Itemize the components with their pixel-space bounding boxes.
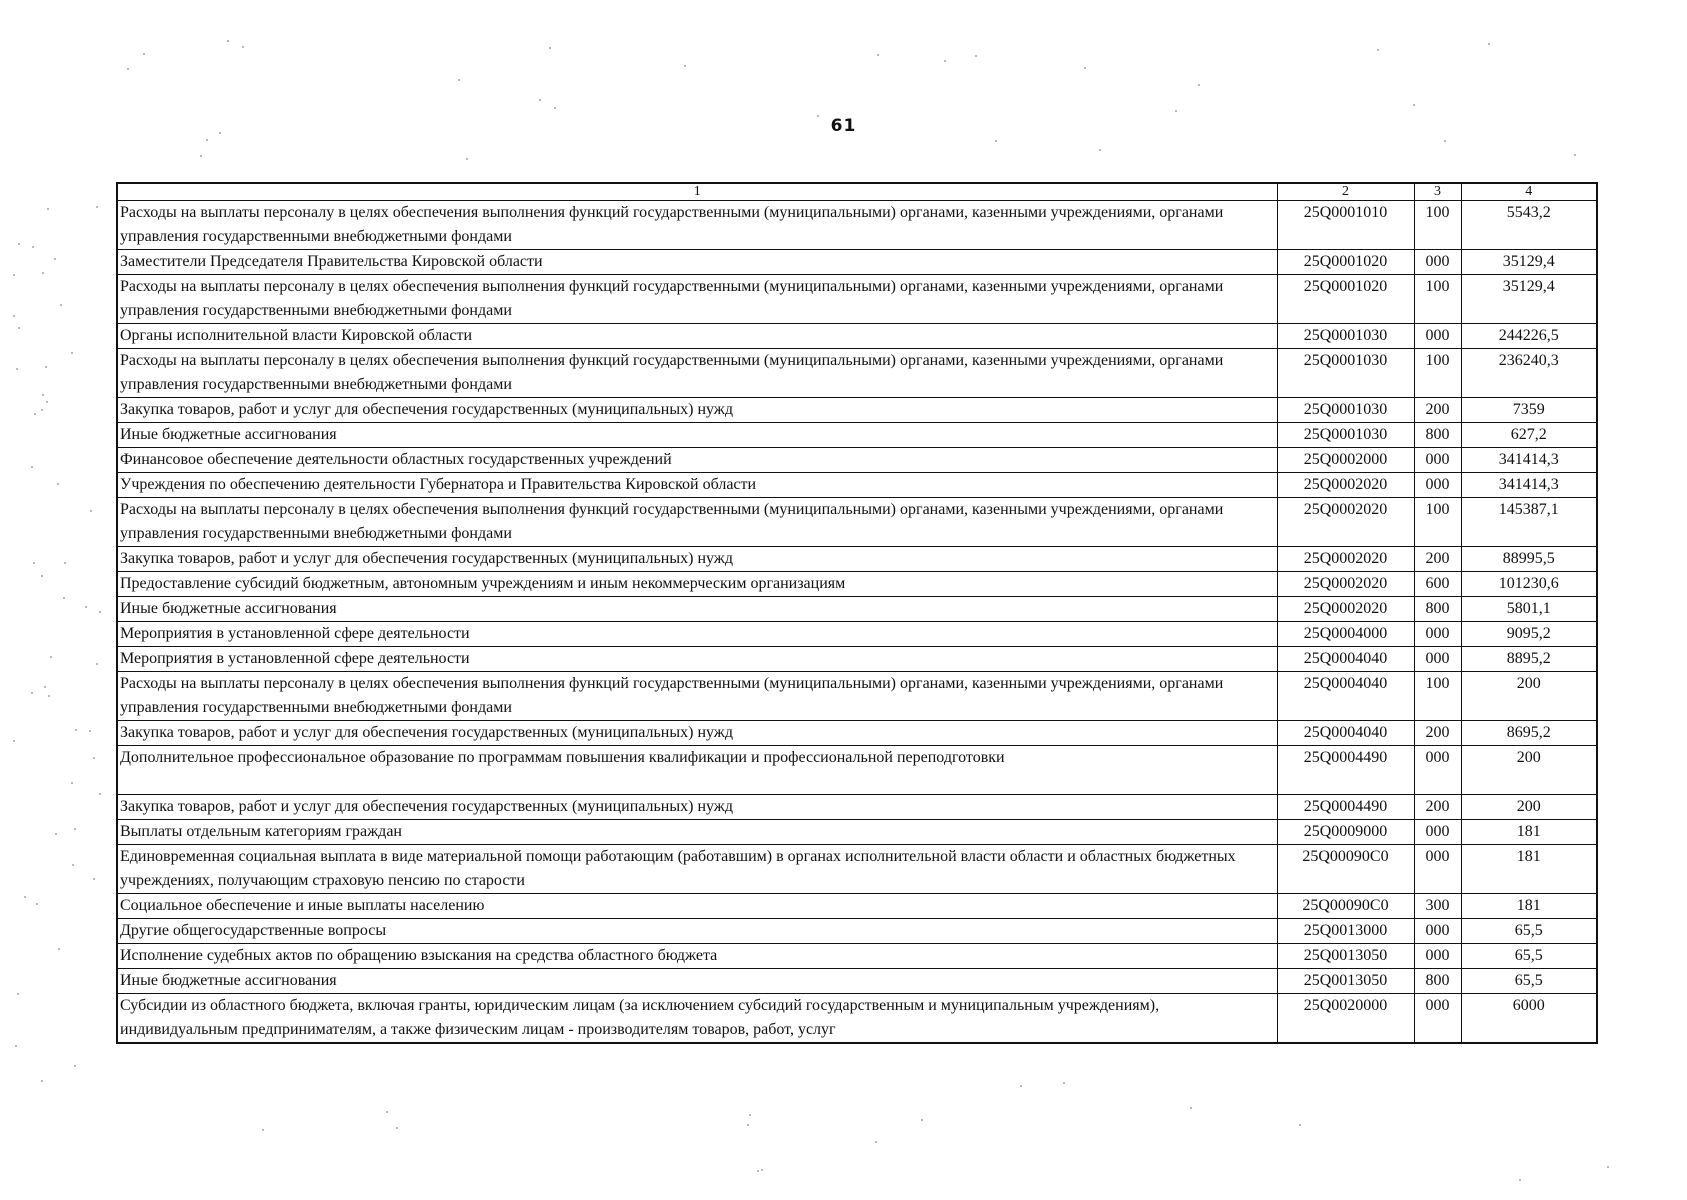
scan-speck [1444, 140, 1446, 142]
row-expense-type: 800 [1414, 597, 1461, 622]
scan-speck [60, 304, 62, 306]
table-row [117, 448, 1597, 473]
scan-speck [1190, 1107, 1192, 1109]
scan-speck [921, 1119, 923, 1121]
row-code: 25Q0002020 [1277, 547, 1414, 572]
table-row [117, 845, 1597, 894]
row-name: Расходы на выплаты персоналу в целях обеспечения выполнения функций государственными (муниципальными) органами, казенными учреждениями, органами управления государственными внебюджетными фондами [117, 498, 1277, 547]
scan-speck [64, 562, 66, 564]
row-sum: 236240,3 [1461, 349, 1597, 398]
row-name: Иные бюджетные ассигнования [117, 969, 1277, 994]
scan-speck [1488, 43, 1490, 45]
row-name: Мероприятия в установленной сфере деятельности [117, 647, 1277, 672]
row-sum: 6000 [1461, 994, 1597, 1044]
row-name: Исполнение судебных актов по обращению взыскания на средства областного бюджета [117, 944, 1277, 969]
row-sum: 65,5 [1461, 919, 1597, 944]
table-row [117, 547, 1597, 572]
row-name: Иные бюджетные ассигнования [117, 597, 1277, 622]
row-code: 25Q0004040 [1277, 721, 1414, 746]
row-name: Закупка товаров, работ и услуг для обеспечения государственных (муниципальных) нужд [117, 398, 1277, 423]
table-row [117, 919, 1597, 944]
scan-speck [1519, 1179, 1521, 1181]
row-expense-type: 000 [1414, 845, 1461, 894]
row-sum: 341414,3 [1461, 473, 1597, 498]
table-row [117, 820, 1597, 845]
table-row [117, 498, 1597, 547]
row-expense-type: 800 [1414, 969, 1461, 994]
scan-speck [31, 466, 33, 468]
scan-speck [34, 413, 36, 415]
scan-speck [42, 272, 44, 274]
scan-speck [242, 46, 244, 48]
scan-speck [539, 99, 541, 101]
scan-speck [90, 510, 92, 512]
scan-speck [1099, 149, 1101, 151]
row-code: 25Q0001030 [1277, 324, 1414, 349]
row-code: 25Q0001030 [1277, 398, 1414, 423]
scan-speck [58, 948, 60, 950]
row-expense-type: 200 [1414, 795, 1461, 820]
row-code: 25Q0013050 [1277, 969, 1414, 994]
scan-speck [944, 60, 946, 62]
row-expense-type: 000 [1414, 324, 1461, 349]
table-row [117, 473, 1597, 498]
scan-speck [99, 611, 101, 613]
row-code: 25Q0001020 [1277, 275, 1414, 324]
scan-speck [761, 1169, 763, 1171]
row-code: 25Q0001030 [1277, 423, 1414, 448]
row-sum: 181 [1461, 820, 1597, 845]
scan-speck [57, 483, 59, 485]
scan-speck [875, 1141, 877, 1143]
table-row [117, 324, 1597, 349]
scan-speck [143, 53, 145, 55]
row-expense-type: 100 [1414, 275, 1461, 324]
row-name: Мероприятия в установленной сфере деятельности [117, 622, 1277, 647]
row-expense-type: 000 [1414, 994, 1461, 1044]
row-name: Расходы на выплаты персоналу в целях обеспечения выполнения функций государственными (муниципальными) органами, казенными учреждениями, органами управления государственными внебюджетными фондами [117, 201, 1277, 250]
scan-speck [93, 878, 95, 880]
table-row [117, 275, 1597, 324]
row-sum: 35129,4 [1461, 250, 1597, 275]
column-header-code: 2 [1277, 183, 1414, 201]
scan-speck [1607, 1166, 1609, 1168]
scan-speck [1063, 1082, 1065, 1084]
row-name: Закупка товаров, работ и услуг для обеспечения государственных (муниципальных) нужд [117, 547, 1277, 572]
scan-speck [36, 903, 38, 905]
row-sum: 65,5 [1461, 969, 1597, 994]
row-sum: 5543,2 [1461, 201, 1597, 250]
row-sum: 181 [1461, 894, 1597, 919]
row-sum: 200 [1461, 746, 1597, 795]
row-code: 25Q0009000 [1277, 820, 1414, 845]
row-code: 25Q0004490 [1277, 746, 1414, 795]
row-name: Субсидии из областного бюджета, включая гранты, юридическим лицам (за исключением субсидий государственным и муниципальным учреждениям), индивидуальным предпринимателям, а также физическим лицам - производителям товаров, работ, услуг [117, 994, 1277, 1044]
scan-speck [85, 606, 87, 608]
scan-speck [41, 1080, 43, 1082]
scan-speck [54, 258, 56, 260]
scan-speck [975, 55, 977, 57]
row-code: 25Q0001030 [1277, 349, 1414, 398]
row-expense-type: 000 [1414, 820, 1461, 845]
scan-speck [1084, 67, 1086, 69]
row-code: 25Q0002000 [1277, 448, 1414, 473]
row-code: 25Q0002020 [1277, 498, 1414, 547]
scan-speck [262, 1129, 264, 1131]
row-sum: 8695,2 [1461, 721, 1597, 746]
scan-speck [31, 692, 33, 694]
table-header-row [117, 183, 1597, 201]
scan-speck [1198, 84, 1200, 86]
row-sum: 7359 [1461, 398, 1597, 423]
row-expense-type: 600 [1414, 572, 1461, 597]
row-sum: 5801,1 [1461, 597, 1597, 622]
budget-table [116, 182, 1598, 1044]
row-name: Расходы на выплаты персоналу в целях обеспечения выполнения функций государственными (муниципальными) органами, казенными учреждениями, органами управления государственными внебюджетными фондами [117, 275, 1277, 324]
scan-speck [42, 394, 44, 396]
table-row [117, 894, 1597, 919]
table-row [117, 994, 1597, 1044]
scan-speck [1413, 104, 1415, 106]
column-header-name: 1 [117, 183, 1277, 201]
row-name: Закупка товаров, работ и услуг для обеспечения государственных (муниципальных) нужд [117, 795, 1277, 820]
scan-speck [41, 575, 43, 577]
row-code: 25Q00090C0 [1277, 894, 1414, 919]
row-code: 25Q0002020 [1277, 473, 1414, 498]
page-number: 61 [830, 116, 857, 136]
row-name: Органы исполнительной власти Кировской области [117, 324, 1277, 349]
row-code: 25Q0004040 [1277, 672, 1414, 721]
row-expense-type: 000 [1414, 919, 1461, 944]
scan-speck [74, 828, 76, 830]
row-sum: 341414,3 [1461, 448, 1597, 473]
scan-speck [33, 562, 35, 564]
scan-speck [206, 139, 208, 141]
scan-speck [219, 132, 221, 134]
scan-speck [817, 115, 819, 117]
scan-speck [227, 40, 229, 42]
scan-speck [1020, 1085, 1022, 1087]
scan-speck [749, 1114, 751, 1116]
scan-speck [13, 274, 15, 276]
scan-speck [50, 656, 52, 658]
row-name: Дополнительное профессиональное образование по программам повышения квалификации и профессиональной переподготовки [117, 746, 1277, 795]
column-header-expense-type: 3 [1414, 183, 1461, 201]
scan-speck [17, 993, 19, 995]
row-code: 25Q0001020 [1277, 250, 1414, 275]
row-sum: 101230,6 [1461, 572, 1597, 597]
row-name: Единовременная социальная выплата в виде материальной помощи работающим (работавшим) в органах исполнительной власти области и областных бюджетных учреждениях, получающим страховую пенсию по старости [117, 845, 1277, 894]
table-row [117, 250, 1597, 275]
row-name: Выплаты отдельным категориям граждан [117, 820, 1277, 845]
table-row [117, 672, 1597, 721]
scan-speck [15, 1045, 17, 1047]
row-name: Иные бюджетные ассигнования [117, 423, 1277, 448]
row-code: 25Q0004000 [1277, 622, 1414, 647]
scan-speck [47, 208, 49, 210]
table-body [117, 201, 1597, 1044]
row-code: 25Q0020000 [1277, 994, 1414, 1044]
scan-speck [466, 158, 468, 160]
scan-speck [24, 896, 26, 898]
row-name: Финансовое обеспечение деятельности областных государственных учреждений [117, 448, 1277, 473]
scan-speck [554, 107, 556, 109]
row-name: Расходы на выплаты персоналу в целях обеспечения выполнения функций государственными (муниципальными) органами, казенными учреждениями, органами управления государственными внебюджетными фондами [117, 349, 1277, 398]
row-code: 25Q00090C0 [1277, 845, 1414, 894]
row-sum: 65,5 [1461, 944, 1597, 969]
table-row [117, 969, 1597, 994]
row-expense-type: 000 [1414, 622, 1461, 647]
scan-speck [13, 740, 15, 742]
row-sum: 244226,5 [1461, 324, 1597, 349]
row-expense-type: 000 [1414, 250, 1461, 275]
scan-speck [386, 1111, 388, 1113]
row-name: Предоставление субсидий бюджетным, автономным учреждениям и иным некоммерческим организациям [117, 572, 1277, 597]
scan-speck [99, 793, 101, 795]
row-expense-type: 800 [1414, 423, 1461, 448]
row-name: Другие общегосударственные вопросы [117, 919, 1277, 944]
row-name: Социальное обеспечение и иные выплаты населению [117, 894, 1277, 919]
row-name: Закупка товаров, работ и услуг для обеспечения государственных (муниципальных) нужд [117, 721, 1277, 746]
scan-speck [44, 686, 46, 688]
table-row [117, 795, 1597, 820]
table-row [117, 398, 1597, 423]
row-expense-type: 000 [1414, 448, 1461, 473]
row-code: 25Q0013050 [1277, 944, 1414, 969]
table-row [117, 597, 1597, 622]
row-code: 25Q0001010 [1277, 201, 1414, 250]
row-code: 25Q0004490 [1277, 795, 1414, 820]
row-expense-type: 000 [1414, 473, 1461, 498]
row-expense-type: 100 [1414, 349, 1461, 398]
row-expense-type: 200 [1414, 398, 1461, 423]
row-expense-type: 000 [1414, 944, 1461, 969]
scan-speck [757, 1170, 759, 1172]
row-code: 25Q0002020 [1277, 572, 1414, 597]
row-expense-type: 100 [1414, 201, 1461, 250]
row-sum: 200 [1461, 672, 1597, 721]
scan-speck [41, 409, 43, 411]
scan-speck [458, 79, 460, 81]
scan-speck [995, 140, 997, 142]
scan-speck [1299, 1124, 1301, 1126]
scan-speck [74, 1065, 76, 1067]
scan-speck [549, 47, 551, 49]
row-sum: 200 [1461, 795, 1597, 820]
row-expense-type: 000 [1414, 746, 1461, 795]
scan-speck [18, 243, 20, 245]
scan-speck [1175, 110, 1177, 112]
row-expense-type: 200 [1414, 547, 1461, 572]
row-name: Учреждения по обеспечению деятельности Губернатора и Правительства Кировской области [117, 473, 1277, 498]
scan-speck [16, 368, 18, 370]
table-row [117, 721, 1597, 746]
scan-speck [684, 65, 686, 67]
row-name: Расходы на выплаты персоналу в целях обеспечения выполнения функций государственными (муниципальными) органами, казенными учреждениями, органами управления государственными внебюджетными фондами [117, 672, 1277, 721]
scan-speck [93, 757, 95, 759]
scan-speck [75, 729, 77, 731]
row-sum: 9095,2 [1461, 622, 1597, 647]
table-row [117, 349, 1597, 398]
scan-speck [72, 864, 74, 866]
table-row [117, 572, 1597, 597]
row-sum: 627,2 [1461, 423, 1597, 448]
scan-speck [18, 327, 20, 329]
row-sum: 181 [1461, 845, 1597, 894]
scan-speck [396, 1127, 398, 1129]
row-expense-type: 200 [1414, 721, 1461, 746]
row-sum: 88995,5 [1461, 547, 1597, 572]
scan-speck [55, 833, 57, 835]
scan-speck [63, 597, 65, 599]
scan-speck [96, 206, 98, 208]
row-sum: 8895,2 [1461, 647, 1597, 672]
column-header-sum: 4 [1461, 183, 1597, 201]
scan-speck [48, 695, 50, 697]
scan-speck [71, 782, 73, 784]
scan-speck [1574, 154, 1576, 156]
row-expense-type: 000 [1414, 647, 1461, 672]
row-expense-type: 100 [1414, 498, 1461, 547]
row-name: Заместители Председателя Правительства Кировской области [117, 250, 1277, 275]
scan-speck [200, 155, 202, 157]
row-code: 25Q0013000 [1277, 919, 1414, 944]
scan-speck [13, 315, 15, 317]
row-code: 25Q0002020 [1277, 597, 1414, 622]
scan-speck [1377, 49, 1379, 51]
table-row [117, 746, 1597, 795]
row-expense-type: 300 [1414, 894, 1461, 919]
table-row [117, 423, 1597, 448]
row-code: 25Q0004040 [1277, 647, 1414, 672]
scan-speck [45, 366, 47, 368]
row-sum: 35129,4 [1461, 275, 1597, 324]
scan-speck [877, 54, 879, 56]
row-sum: 145387,1 [1461, 498, 1597, 547]
scan-speck [32, 246, 34, 248]
scan-speck [46, 401, 48, 403]
table-row [117, 201, 1597, 250]
scan-speck [127, 68, 129, 70]
row-expense-type: 100 [1414, 672, 1461, 721]
table-row [117, 944, 1597, 969]
scan-speck [747, 1124, 749, 1126]
table-row [117, 622, 1597, 647]
scan-speck [89, 730, 91, 732]
table-row [117, 647, 1597, 672]
scan-speck [96, 663, 98, 665]
scan-speck [71, 352, 73, 354]
